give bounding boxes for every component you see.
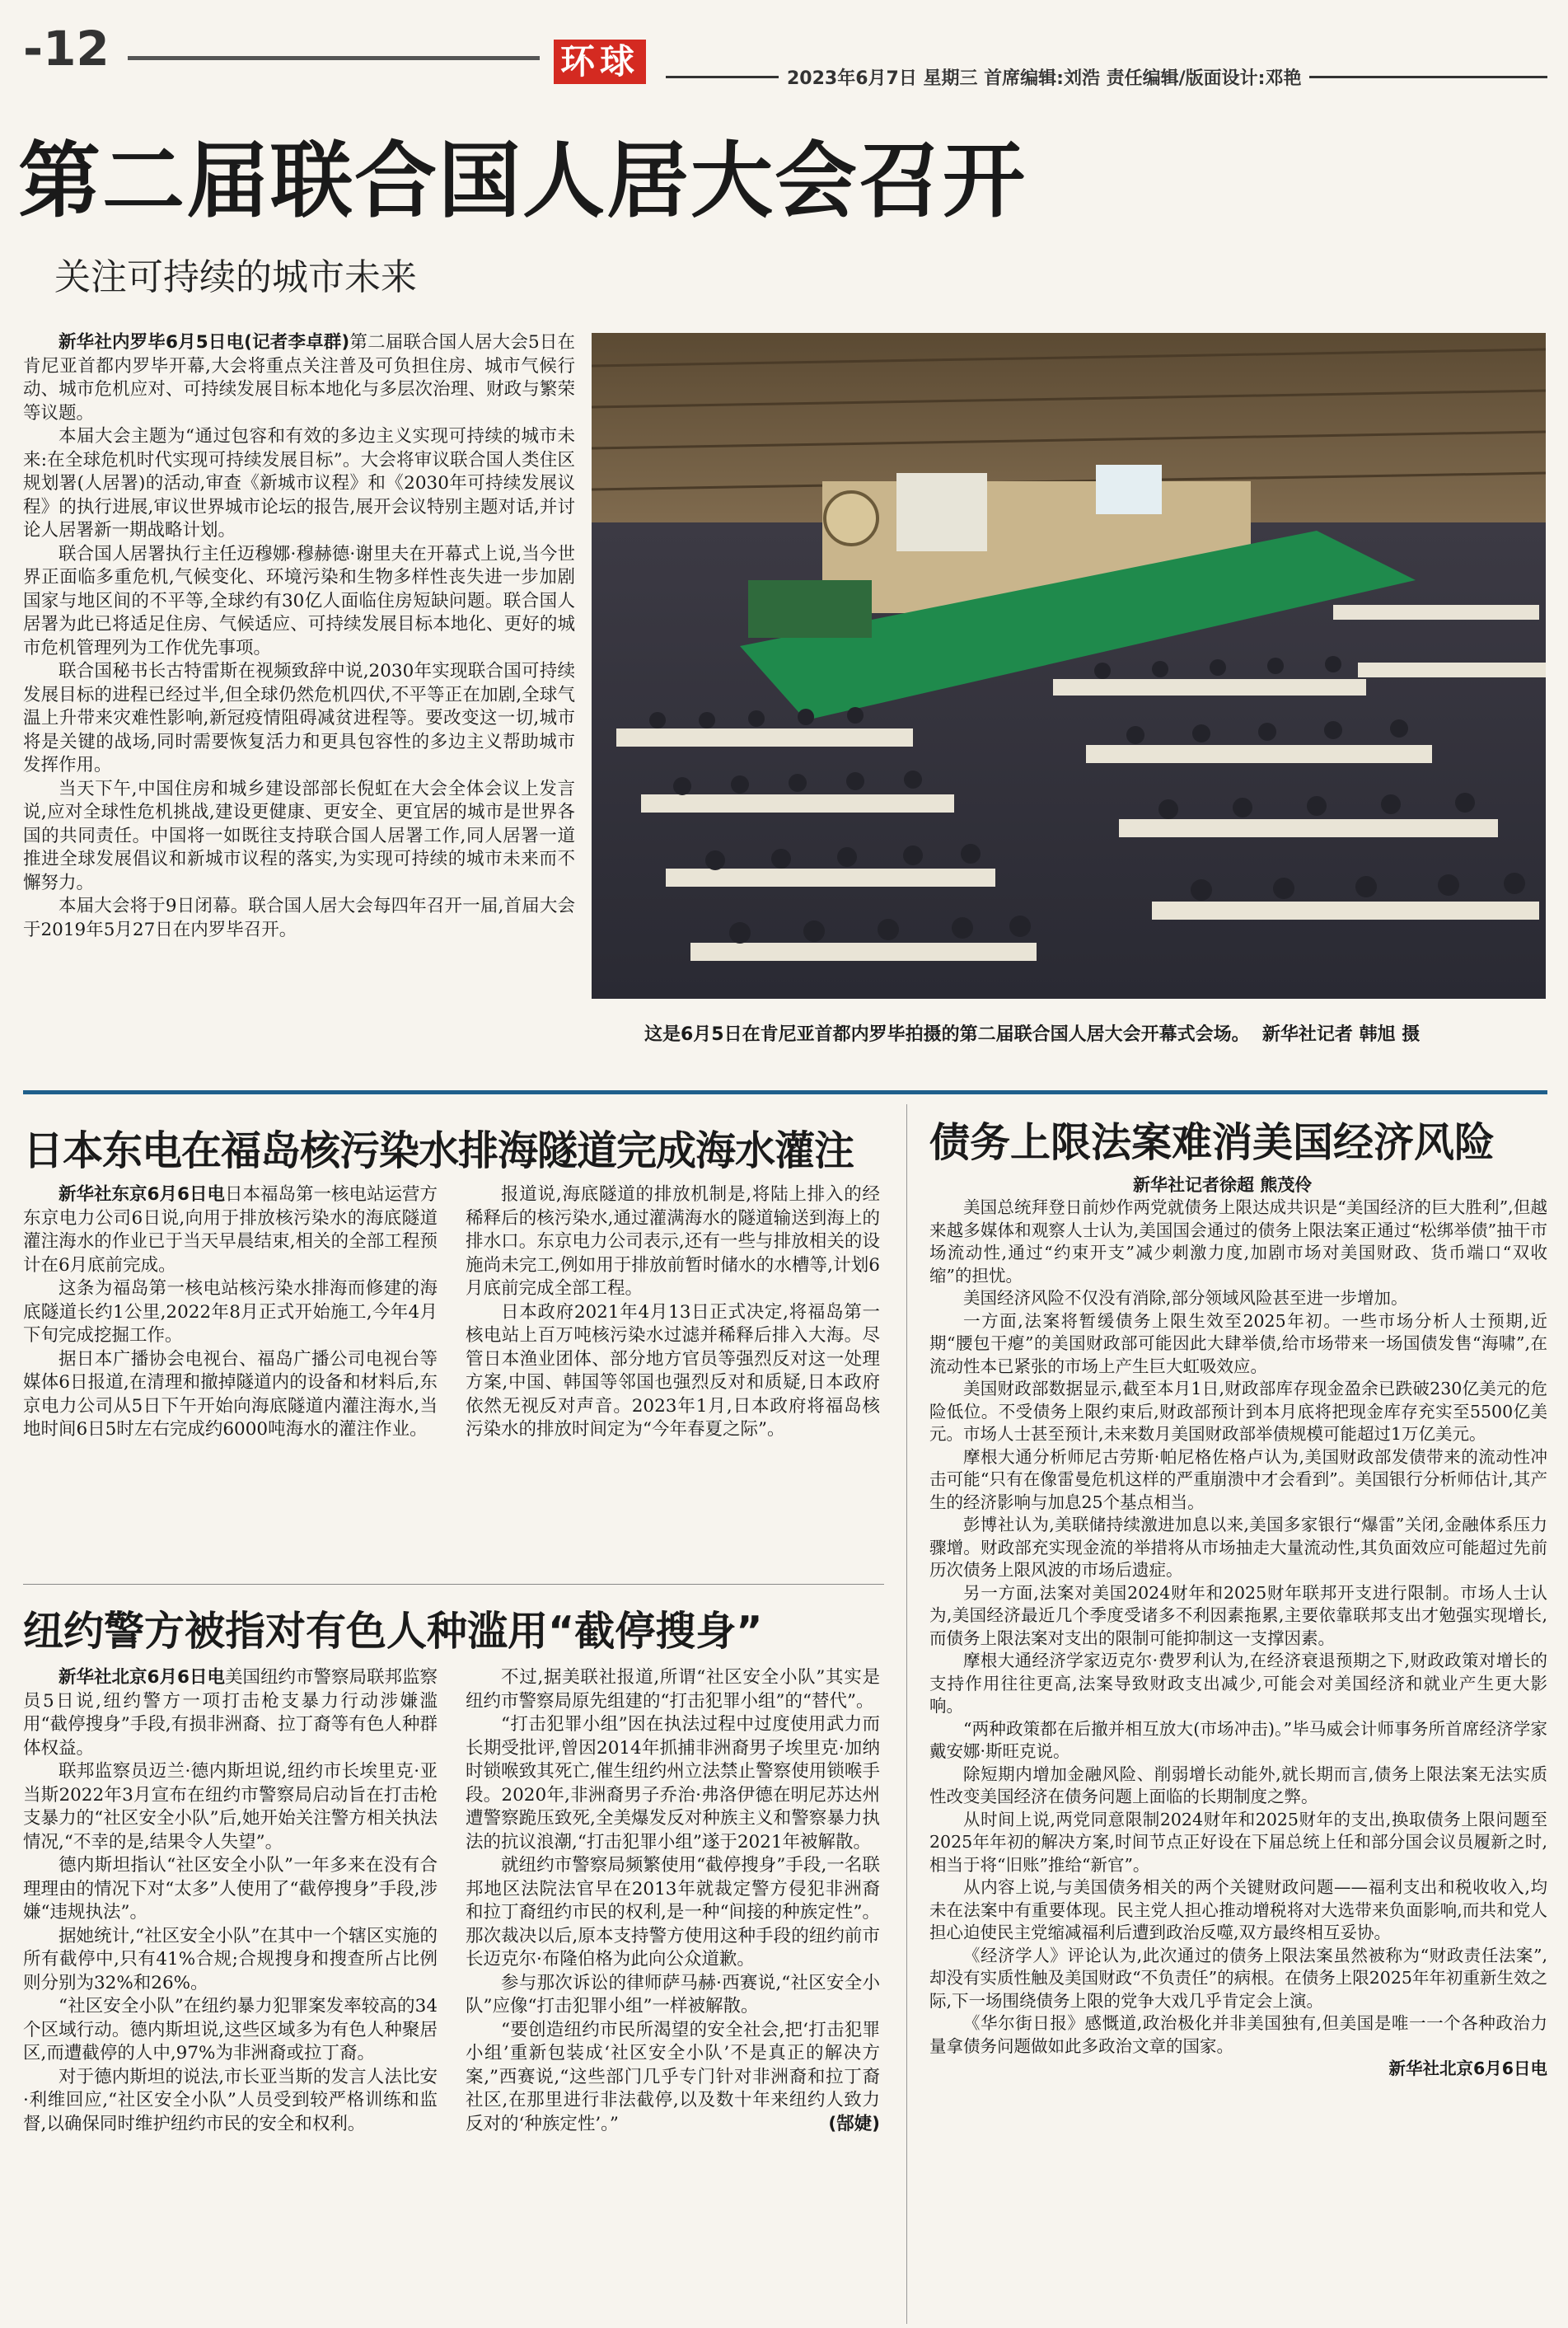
debt-para-13: 《经济学人》评论认为,此次通过的债务上限法案虽然被称为“财政责任法案”,却没有实质性触及美国财政“不负责任”的病根。在债务上限2025年年初重新生效之际,下一场围绕债务上限的党争大戏几乎肯定会上演。 <box>929 1945 1547 2011</box>
nypd-para-11-text: “要创造纽约市民所渴望的安全社会,把‘打击犯罪小组’重新包装成‘社区安全小队’不是真正的解决方案,”西赛说,“这些部门几乎专门针对非洲裔和拉丁裔社区,在那里进行非法截停,以及数十年来纽约人致力反对的‘种族定性’。” <box>466 2019 880 2134</box>
debt-para-1: 美国总统拜登日前炒作两党就债务上限达成共识是“美国经济的巨大胜利”,但越来越多媒体和观察人士认为,美国国会通过的债务上限法案正通过“松绑举债”抽干市场流动性,通过“约束开支”减少刺激力度,加剧市场对美国财政、货币端口“双收缩”的担忧。 <box>929 1197 1547 1286</box>
lead-para-3: 联合国人居署执行主任迈穆娜·穆赫德·谢里夫在开幕式上说,当今世界正面临多重危机,气候变化、环境污染和生物多样性丧失进一步加剧国家与地区间的不平等,全球约有30亿人面临住房短缺问题。联合国人居署为此已将适足住房、气候适应、可持续发展目标本地化、更好的城市危机管理列为工作优先事项。 <box>23 543 575 658</box>
section-divider <box>23 1090 1547 1094</box>
nypd-para-5: “社区安全小队”在纽约暴力犯罪案发率较高的34个区域行动。德内斯坦说,这些区域多为有色人种聚居区,而遭截停的人中,97%为非洲裔或拉丁裔。 <box>23 1996 438 2063</box>
column-divider <box>906 1104 907 2324</box>
lead-para-1 <box>23 331 575 425</box>
debt-closing: 新华社北京6月6日电 <box>1388 2059 1547 2078</box>
debt-para-8: 摩根大通经济学家迈克尔·费罗利认为,在经济衰退预期之下,财政政策对增长的支持作用往往更高,法案导致财政支出减少,可能会对美国经济和就业产生更大影响。 <box>929 1651 1547 1716</box>
story-divider <box>23 1584 884 1585</box>
debt-para-6: 彭博社认为,美联储持续激进加息以来,美国多家银行“爆雷”关闭,金融体系压力骤增。财政部充实现金流的举措将从市场抽走大量流动性,其负面效应可能超过先前历次债务上限风波的市场后遗症。 <box>929 1515 1547 1580</box>
nypd-para-11 <box>466 2019 880 2137</box>
section-tag-box: 环球 <box>554 40 646 84</box>
nypd-para-6: 对于德内斯坦的说法,市长亚当斯的发言人法比安·利维回应,“社区安全小队”人员受到较严格训练和监督,以确保同时维护纽约市民的安全和权利。 <box>23 2066 438 2134</box>
debt-para-4: 美国财政部数据显示,截至本月1日,财政部库存现金盈余已跌破230亿美元的危险低位。不受债务上限约束后,财政部预计到本月底将把现金库存充实至5500亿美元。市场人士甚至预计,未来数月美国财政部举债规模可能超过1万亿美元。 <box>929 1379 1547 1444</box>
page-number: -12 <box>23 21 110 77</box>
lead-subhead: 关注可持续的城市未来 <box>54 256 417 298</box>
debt-article <box>929 1197 1547 2081</box>
debt-byline: 新华社记者徐超 熊茂伶 <box>1133 1175 1313 1195</box>
debt-para-11: 从时间上说,两党同意限制2024财年和2025财年的支出,换取债务上限问题至2025年年初的解决方案,时间节点正好设在下届总统上任和部分国会议员履新之时,相当于将“旧账”推给“新官”。 <box>929 1809 1547 1875</box>
lead-byline: 新华社内罗毕6月5日电(记者李卓群) <box>59 332 350 353</box>
conference-photo <box>592 333 1546 999</box>
lead-headline: 第二届联合国人居大会召开 <box>18 133 1027 229</box>
nypd-headline: 纽约警方被指对有色人种滥用“截停搜身” <box>23 1608 763 1655</box>
debt-para-10: 除短期内增加金融风险、削弱增长动能外,就长期而言,债务上限法案无法实质性改变美国经济在债务问题上面临的长期制度之弊。 <box>929 1764 1547 1806</box>
nypd-para-9: 就纽约市警察局频繁使用“截停搜身”手段,一名联邦地区法院法官早在2013年就裁定警方侵犯非洲裔和拉丁裔纽约市民的权利,是一种“间接的种族定性”。那次裁决以后,原本支持警方使用这种手段的纽约前市长迈克尔·布隆伯格为此向公众道歉。 <box>466 1855 880 1970</box>
conference-hall-illustration <box>592 333 1546 999</box>
nypd-byline: 新华社北京6月6日电 <box>59 1667 225 1688</box>
section-tag <box>545 36 654 87</box>
lead-para-1-text: 第二届联合国人居大会5日在肯尼亚首都内罗毕开幕,大会将重点关注普及可负担住房、城市气候行动、城市危机应对、可持续发展目标本地化与多层次治理、财政与繁荣等议题。 <box>23 332 575 424</box>
debt-para-12: 从内容上说,与美国债务相关的两个关键财政问题——福利支出和税收收入,均未在法案中有重要体现。民主党人担心推动增税将对大选带来负面影响,而共和党人担心迫使民主党缩减福利后遭到政治反噬,双方最终相互妥协。 <box>929 1877 1547 1942</box>
nypd-para-8: “打击犯罪小组”因在执法过程中过度使用武力而长期受批评,曾因2014年抓捕非洲裔男子埃里克·加纳时锁喉致其死亡,催生纽约州立法禁止警察使用锁喉手段。2020年,非洲裔男子乔治·弗洛伊德在明尼苏达州遭警察跪压致死,全美爆发反对种族主义和警察暴力执法的抗议浪潮,“打击犯罪小组”遂于2021年被解散。 <box>466 1714 880 1853</box>
masthead-rule-left <box>128 56 540 60</box>
nypd-para-1 <box>23 1666 438 1760</box>
japan-para-5: 日本政府2021年4月13日正式决定,将福岛第一核电站上百万吨核污染水过滤并稀释后排入大海。尽管日本渔业团体、部分地方官员等强烈反对这一处理方案,中国、韩国等邻国也强烈反对和质疑,日本政府依然无视反对声音。2023年1月,日本政府将福岛核污染水的排放时间定为“今年春夏之际”。 <box>466 1301 880 1440</box>
nypd-article <box>23 1666 880 2317</box>
japan-para-4: 报道说,海底隧道的排放机制是,将陆上排入的经稀释后的核污染水,通过灌满海水的隧道输送到海上的排水口。东京电力公司表示,还有一些与排放相关的设施尚未完工,例如用于排放前暂时储水的水槽等,计划6月底前完成全部工程。 <box>466 1184 880 1299</box>
japan-headline: 日本东电在福岛核污染水排海隧道完成海水灌注 <box>23 1127 854 1174</box>
debt-para-5: 摩根大通分析师尼古劳斯·帕尼格佐格卢认为,美国财政部发债带来的流动性冲击可能“只有在像雷曼危机这样的严重崩溃中才会看到”。美国银行分析师估计,其产生的经济影响与加息25个基点相当。 <box>929 1446 1547 1512</box>
debt-para-3: 一方面,法案将暂缓债务上限生效至2025年初。一些市场分析人士预期,近期“腰包干瘪”的美国财政部可能因此大肆举债,给市场带来一场国债发售“海啸”,在流动性本已紧张的市场上产生巨大虹吸效应。 <box>929 1310 1547 1376</box>
photo-caption: 这是6月5日在肯尼亚首都内罗毕拍摄的第二届联合国人居大会开幕式会场。 新华社记者 韩旭 摄 <box>644 1024 1421 1045</box>
japan-para-1 <box>23 1183 438 1277</box>
nypd-para-3: 德内斯坦指认“社区安全小队”一年多来在没有合理理由的情况下对“太多”人使用了“截停搜身”手段,涉嫌“违规执法”。 <box>23 1855 438 1923</box>
japan-article <box>23 1183 880 1571</box>
lead-article <box>23 331 575 942</box>
nypd-para-2: 联邦监察员迈兰·德内斯坦说,纽约市长埃里克·亚当斯2022年3月宣布在纽约市警察局启动旨在打击枪支暴力的“社区安全小队”后,她开始关注警方相关执法情况,“不幸的是,结果令人失望”。 <box>23 1761 438 1853</box>
lead-para-2: 本届大会主题为“通过包容和有效的多边主义实现可持续的城市未来:在全球危机时代实现可持续发展目标”。大会将审议联合国人类住区规划署(人居署)的活动,审查《新城市议程》和《2030年可持续发展议程》的执行进展,审议世界城市论坛的报告,展开会议特别主题对话,并讨论人居署新一期战略计划。 <box>23 426 575 541</box>
lead-para-4: 联合国秘书长古特雷斯在视频致辞中说,2030年实现联合国可持续发展目标的进程已经过半,但全球仍然危机四伏,不平等正在加剧,全球气温上升带来灾难性影响,新冠疫情阻碍减贫进程等。要改变这一切,城市将是关键的战场,同时需要恢复活力和更具包容性的多边主义帮助城市发挥作用。 <box>23 661 575 775</box>
debt-para-7: 另一方面,法案对美国2024财年和2025财年联邦开支进行限制。市场人士认为,美国经济最近几个季度受诸多不利因素拖累,主要依靠联邦支出才勉强实现增长,而债务上限法案对支出的限制可能抑制这一支撑因素。 <box>929 1582 1547 1648</box>
lead-para-5: 当天下午,中国住房和城乡建设部部长倪虹在大会全体会议上发言说,应对全球性危机挑战,建设更健康、更安全、更宜居的城市是世界各国的共同责任。中国将一如既往支持联合国人居署工作,同人居署一道推进全球发展倡议和新城市议程的落实,为实现可持续的城市未来而不懈努力。 <box>23 778 575 893</box>
debt-headline: 债务上限法案难消美国经济风险 <box>929 1119 1495 1166</box>
debt-para-14: 《华尔街日报》感慨道,政治极化并非美国独有,但美国是唯一一个各种政治力量拿债务问题做如此多政治文章的国家。 <box>929 2013 1547 2056</box>
nypd-para-7: 不过,据美联社报道,所谓“社区安全小队”其实是纽约市警察局原先组建的“打击犯罪小组”的“替代”。 <box>466 1667 880 1712</box>
japan-para-2: 这条为福岛第一核电站核污染水排海而修建的海底隧道长约1公里,2022年8月正式开始施工,今年4月下旬完成挖掘工作。 <box>23 1278 438 1346</box>
debt-para-2: 美国经济风险不仅没有消除,部分领域风险甚至进一步增加。 <box>963 1288 1408 1308</box>
lead-para-6: 本届大会将于9日闭幕。联合国人居大会每四年召开一届,首届大会于2019年5月27日在内罗毕召开。 <box>23 896 575 940</box>
japan-para-3: 据日本广播协会电视台、福岛广播公司电视台等媒体6日报道,在清理和撤掉隧道内的设备和材料后,东京电力公司从5日下午开始向海底隧道内灌注海水,当地时间6日5时左右完成约6000吨海水的灌注作业。 <box>23 1348 438 1440</box>
date-line: 2023年6月7日 星期三 首席编辑:刘浩 责任编辑/版面设计:邓艳 <box>779 69 1309 89</box>
japan-para-1-text: 日本福岛第一核电站运营方东京电力公司6日说,向用于排放核污染水的海底隧道灌注海水的作业已于当天早晨结束,相关的全部工程预计在6月底前完成。 <box>23 1184 438 1276</box>
nypd-para-1-text: 美国纽约市警察局联邦监察员5日说,纽约警方一项打击枪支暴力行动涉嫌滥用“截停搜身”手段,有损非洲裔、拉丁裔等有色人种群体权益。 <box>23 1667 438 1759</box>
debt-para-9: “两种政策都在后撤并相互放大(市场冲击)。”毕马威会计师事务所首席经济学家戴安娜·斯旺克说。 <box>929 1718 1547 1761</box>
japan-byline: 新华社东京6月6日电 <box>59 1184 225 1205</box>
nypd-para-4: 据她统计,“社区安全小队”在其中一个辖区实施的所有截停中,只有41%合规;合规搜身和搜查所占比例则分别为32%和26%。 <box>23 1925 438 1993</box>
nypd-para-10: 参与那次诉讼的律师萨马赫·西赛说,“社区安全小队”应像“打击犯罪小组”一样被解散。 <box>466 1972 880 2017</box>
nypd-credit: (郜婕) <box>828 2113 880 2134</box>
